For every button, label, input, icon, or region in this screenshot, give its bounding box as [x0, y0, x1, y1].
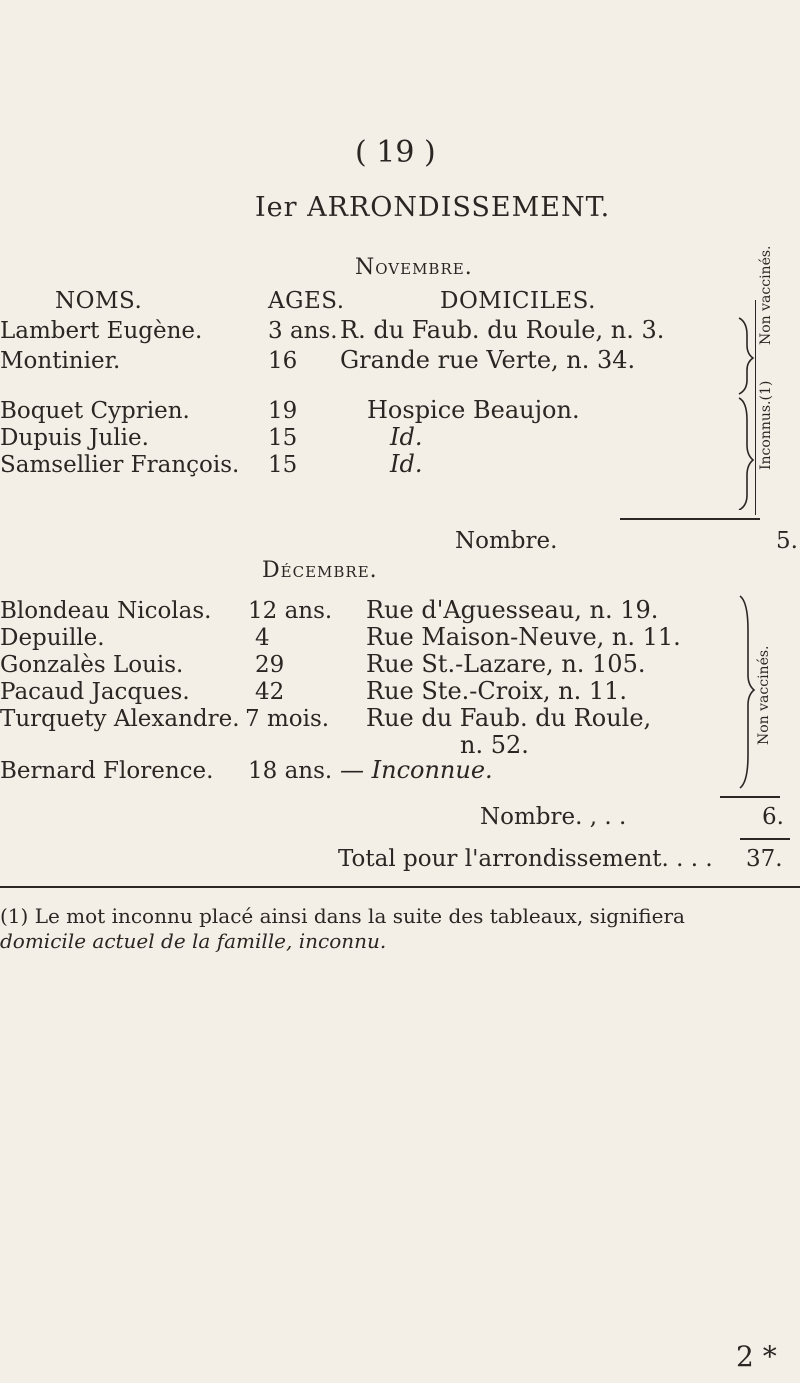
column-header-domiciles: DOMICILES. — [440, 288, 596, 314]
footnote-line-1: (1) Le mot inconnu placé ainsi dans la suite des tableaux, signifiera — [0, 904, 685, 928]
table-row-name: Pacaud Jacques. — [0, 679, 190, 705]
margin-note-inconnus: Inconnus.(1) — [758, 380, 774, 470]
footnote-rule — [0, 886, 800, 888]
brace-mark — [735, 310, 755, 510]
table-row-domicile: Rue St.-Lazare, n. 105. — [366, 650, 646, 678]
table-row-age: 15 — [268, 425, 298, 451]
table-row-domicile-cont: n. 52. — [460, 731, 529, 759]
margin-note-non-vaccines: Non vaccinés. — [756, 645, 772, 745]
table-row-name: Boquet Cyprien. — [0, 398, 190, 424]
table-row-name: Gonzalès Louis. — [0, 652, 184, 678]
table-row-domicile: Rue d'Aguesseau, n. 19. — [366, 596, 659, 624]
brace-mark — [736, 590, 756, 790]
signature-mark: 2 * — [736, 1340, 777, 1373]
table-row-domicile: R. du Faub. du Roule, n. 3. — [340, 316, 665, 344]
table-row-domicile: Id. — [390, 423, 423, 451]
table-row-name: Blondeau Nicolas. — [0, 598, 212, 624]
table-row-age: 19 — [268, 398, 298, 424]
margin-note-non-vaccines: Non vaccinés. — [758, 245, 774, 345]
table-row-age: 42 — [255, 679, 285, 705]
column-header-ages: AGES. — [268, 288, 345, 314]
table-row-domicile: Rue Maison-Neuve, n. 11. — [366, 623, 681, 651]
table-row-domicile: Id. — [390, 450, 423, 478]
total-rule — [620, 518, 760, 520]
table-row-domicile: Rue du Faub. du Roule, — [366, 704, 652, 732]
table-row-name: Turquety Alexandre. — [0, 706, 240, 732]
table-row-name: Depuille. — [0, 625, 105, 651]
table-row-name: Lambert Eugène. — [0, 318, 203, 344]
table-row-age: 3 ans. — [268, 318, 338, 344]
footnote-line-2: domicile actuel de la famille, inconnu. — [0, 929, 387, 953]
table-row-age: 7 mois. — [245, 706, 330, 732]
subtotal-value: 6. — [762, 804, 784, 830]
table-row-age: 18 ans. — [248, 758, 333, 784]
grand-total-value: 37. — [746, 846, 783, 872]
table-row-age: 12 ans. — [248, 598, 333, 624]
table-row-age: 16 — [268, 348, 298, 374]
table-row-age: 29 — [255, 652, 285, 678]
margin-rule — [755, 300, 756, 515]
table-row-domicile: Hospice Beaujon. — [367, 396, 580, 424]
table-row-domicile: — Inconnue. — [340, 756, 493, 784]
table-row-age: 4 — [255, 625, 270, 651]
subtotal-label: Nombre. , . . — [480, 804, 627, 830]
table-row-name: Dupuis Julie. — [0, 425, 149, 451]
subtotal-label: Nombre. — [455, 528, 558, 554]
column-header-noms: NOMS. — [55, 288, 143, 314]
page-title: Ier ARRONDISSEMENT. — [255, 192, 611, 223]
subtotal-value: 5. — [776, 528, 798, 554]
table-row-domicile: Grande rue Verte, n. 34. — [340, 346, 636, 374]
grand-total-label: Total pour l'arrondissement. . . . — [338, 846, 713, 872]
table-row-name: Samsellier François. — [0, 452, 240, 478]
table-row-age: 15 — [268, 452, 298, 478]
table-row-domicile: Rue Ste.-Croix, n. 11. — [366, 677, 628, 705]
total-rule — [720, 796, 780, 798]
page-number: ( 19 ) — [355, 135, 436, 170]
total-rule — [740, 838, 790, 840]
table-row-name: Montinier. — [0, 348, 121, 374]
table-row-name: Bernard Florence. — [0, 758, 214, 784]
month-heading-decembre: Décembre. — [262, 558, 378, 583]
month-heading-novembre: Novembre. — [355, 255, 473, 280]
